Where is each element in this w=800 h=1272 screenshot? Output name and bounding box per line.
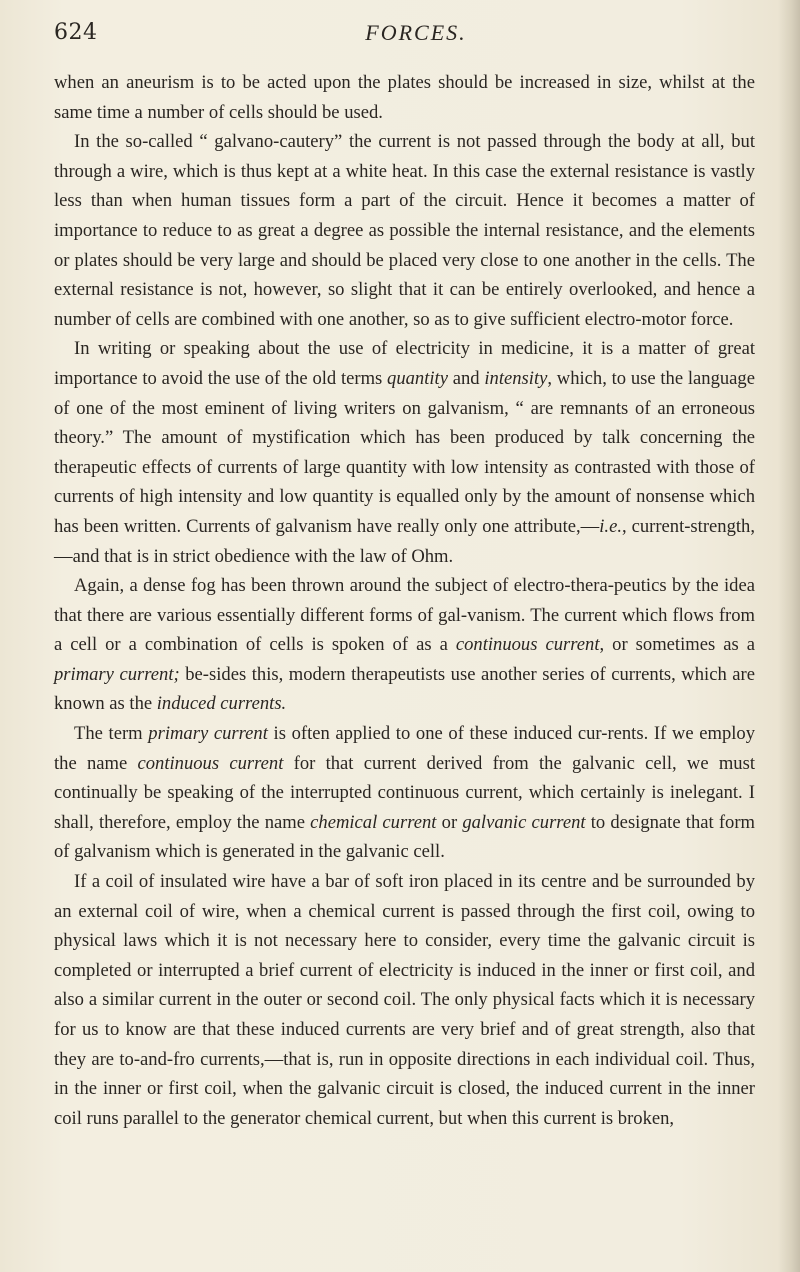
text-run: for that current derived from the galvanic cell, we must continually be speaking of the interrupted continuous current, which certainly is inelegant. I shall, therefore, employ the name bbox=[54, 752, 755, 833]
italic-term: galvanic current bbox=[462, 811, 586, 833]
italic-term: chemical current bbox=[310, 811, 437, 833]
body-text bbox=[54, 68, 755, 1133]
text-run: to designate that form of galvanism which is generated in the galvanic cell. bbox=[54, 811, 755, 863]
text-run: is often applied to one of these induced cur-rents. If we employ the name bbox=[54, 723, 756, 774]
page-edge-shadow bbox=[778, 0, 800, 1272]
paragraph bbox=[54, 719, 755, 867]
text-run: The term bbox=[74, 723, 149, 745]
italic-term: induced currents. bbox=[156, 693, 287, 715]
paragraph bbox=[54, 68, 755, 127]
italic-term: primary current; bbox=[54, 663, 180, 685]
page-header bbox=[54, 20, 746, 50]
text-run: or bbox=[436, 811, 463, 833]
paragraph bbox=[54, 571, 755, 719]
italic-term: quantity bbox=[387, 367, 448, 389]
italic-term: continuous current bbox=[455, 634, 600, 656]
italic-term: primary current bbox=[148, 723, 268, 745]
text-run: and bbox=[447, 367, 485, 389]
italic-term: i.e. bbox=[599, 515, 622, 537]
paragraph bbox=[54, 867, 755, 1133]
italic-term: intensity bbox=[484, 367, 548, 389]
text-run: , or sometimes as a bbox=[599, 634, 755, 656]
italic-term: continuous current bbox=[137, 752, 284, 774]
running-head: FORCES. bbox=[365, 20, 467, 45]
paragraph bbox=[54, 127, 755, 334]
text-run: , current-strength,—and that is in strict obedience with the law of Ohm. bbox=[54, 515, 755, 567]
page-number: 624 bbox=[54, 20, 98, 45]
text-run: , which, to use the language of one of the most eminent of living writers on galvanism, “ are remnants of an erroneous theory.” The amount of mystification which has been produced by talk concerning the therapeutic effects of currents of large quantity with low intensity as contrasted with those of currents of high intensity and low quantity is equalled only by the amount of nonsense which has been written. Currents of galvanism have really only one attribute,— bbox=[54, 367, 755, 537]
text-run: be-sides this, modern therapeutists use another series of currents, which are known as the bbox=[54, 663, 755, 715]
paragraph bbox=[54, 334, 755, 571]
text-run: Again, a dense fog has been thrown around the subject of electro-thera-peutics by the idea that there are various essentially different forms of gal-vanism. The current which flows from a cell or a combination of cells is spoken of as a bbox=[54, 575, 755, 656]
text-run: when an aneurism is to be acted upon the plates should be increased in size, whilst at the same time a number of cells should be used. bbox=[54, 72, 755, 123]
text-run: In the so-called “ galvano-cautery” the current is not passed through the body at all, but through a wire, which is thus kept at a white heat. In this case the external resistance is vastly less than when human tissues form a part of the circuit. Hence it becomes a matter of importance to reduce to as great a degree as possible the internal resistance, and the elements or plates should be very large and should be placed very close to one another in the cells. The external resistance is not, however, so slight that it can be entirely overlooked, and hence a number of cells are combined with one another, so as to give sufficient electro-motor force. bbox=[54, 131, 755, 330]
text-run: If a coil of insulated wire have a bar of soft iron placed in its centre and be surrounded by an external coil of wire, when a chemical current is passed through the first coil, owing to physical laws which it is not necessary here to consider, every time the galvanic circuit is completed or interrupted a brief current of electricity is induced in the inner or first coil, and also a similar current in the outer or second coil. The only physical facts which it is necessary for us to know are that these induced currents are very brief and of great strength, also that they are to-and-fro currents,—that is, run in opposite directions in each individual coil. Thus, in the inner or first coil, when the galvanic circuit is closed, the induced current in the inner coil runs parallel to the generator chemical current, but when this current is broken, bbox=[54, 871, 755, 1129]
text-run: In writing or speaking about the use of electricity in medicine, it is a matter of great importance to avoid the use of the old terms bbox=[54, 338, 755, 389]
